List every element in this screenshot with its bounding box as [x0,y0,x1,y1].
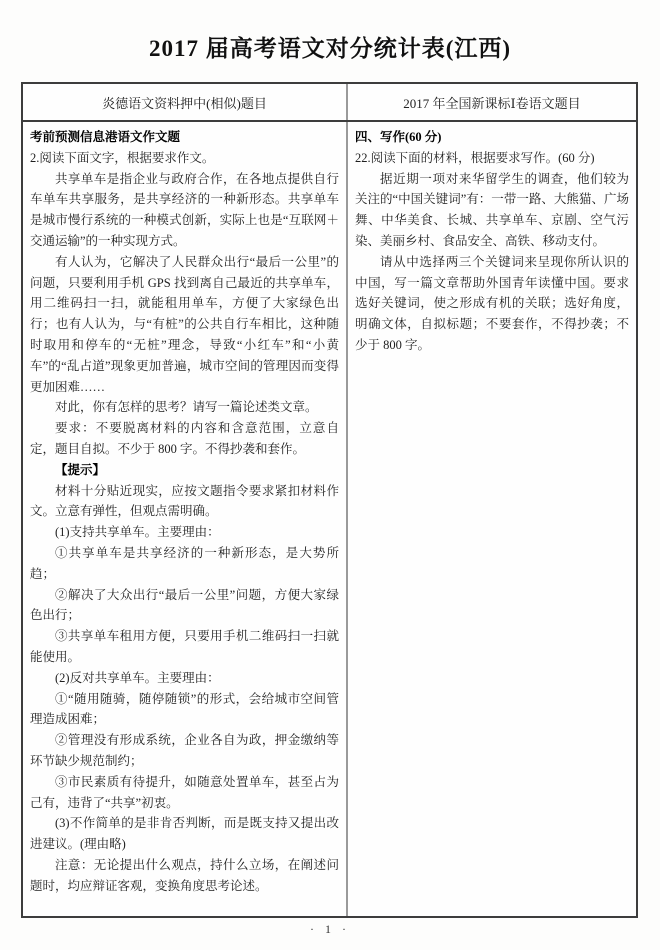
paragraph: (2)反对共享单车。主要理由： [55,670,220,685]
table-body-row [23,122,636,916]
paragraph: 考前预测信息港语文作文题 [30,130,181,144]
header-cell-exam: 2017 年全国新课标Ⅰ卷语文题目 [403,95,581,111]
paragraph: 22.阅读下面的材料，根据要求写作。(60 分) [355,150,595,165]
paragraph: 对此，你有怎样的思考？请写一篇论述类文章。 [55,400,318,415]
paragraph: ③共享单车租用方便，只要用手机二维码扫一扫就能使用。 [30,629,339,664]
paragraph: 要求：不要脱离材料的内容和含意范围，立意自定，题目自拟。不少于 800 字。不得抄袭和套作。 [30,421,339,456]
comparison-table [21,82,638,918]
paragraph: 注意：无论提出什么观点，持什么立场，在阐述问题时，均应辩证客观，变换角度思考论述。 [30,857,339,893]
paragraph: 据近期一项对来华留学生的调查，他们较为关注的“中国关键词”有：一带一路、大熊猫、广场舞、中华美食、长城、共享单车、京剧、空气污染、美丽乡村、食品安全、高铁、移动支付。 [355,171,629,248]
paragraph: ②管理没有形成系统，企业各自为政，押金缴纳等环节缺少规范制约； [30,733,339,768]
paragraph: (1)支持共享单车。主要理由： [55,525,220,540]
paragraph: ③市民素质有待提升，如随意处置单车，甚至占为己有，违背了“共享”初衷。 [30,774,339,810]
paragraph: 【提示】 [55,462,106,477]
left-column-cell [23,122,348,916]
paragraph: 请从中选择两三个关键词来呈现你所认识的中国，写一篇文章帮助外国青年读懂中国。要求选好关键词，使之形成有机的关联；选好角度，明确文体，自拟标题；不要套作，不得抄袭；不少于 800 字。 [355,254,629,352]
paragraph: 2.阅读下面文字，根据要求作文。 [30,150,215,165]
paragraph: 有人认为，它解决了人民群众出行“最后一公里”的问题，只要利用手机 GPS 找到离自己最近的共享单车，用二维码扫一扫，就能租用单车，方便了大家绿色出行；也有人认为，与“有桩”的公共自行车相比，这种随时取用和停车的“无桩”理念，导致“小红车”和“小黄车”的“乱占道”现象更加普遍，城市空间的管理因而变得更加困难…… [30,254,339,394]
paragraph: ①共享单车是共享经济的一种新形态，是大势所趋； [30,545,339,581]
page-number: · 1 · [310,922,350,936]
header-cell-source: 炎德语文资料押中(相似)题目 [23,84,348,120]
paragraph: ①“随用随骑，随停随锁”的形式，会给城市空间管理造成困难； [30,691,339,727]
page-title: 2017 届高考语文对分统计表(江西) [148,36,512,61]
paragraph: ②解决了大众出行“最后一公里”问题，方便大家绿色出行； [30,587,339,623]
paragraph: 材料十分贴近现实，应按文题指令要求紧扣材料作文。立意有弹性，但观点需明确。 [30,483,339,519]
paragraph: (3)不作简单的是非肯否判断，而是既支持又提出改进建议。(理由略) [30,816,339,852]
table-header-row [23,84,636,122]
right-column-cell [348,122,636,916]
paragraph: 四、写作(60 分) [355,130,442,144]
paragraph: 共享单车是指企业与政府合作，在各地点提供自行车单车共享服务，是共享经济的一种新形态。共享单车是城市慢行系统的一种模式创新，实际上也是“互联网＋交通运输”的一种实现方式。 [30,171,339,248]
